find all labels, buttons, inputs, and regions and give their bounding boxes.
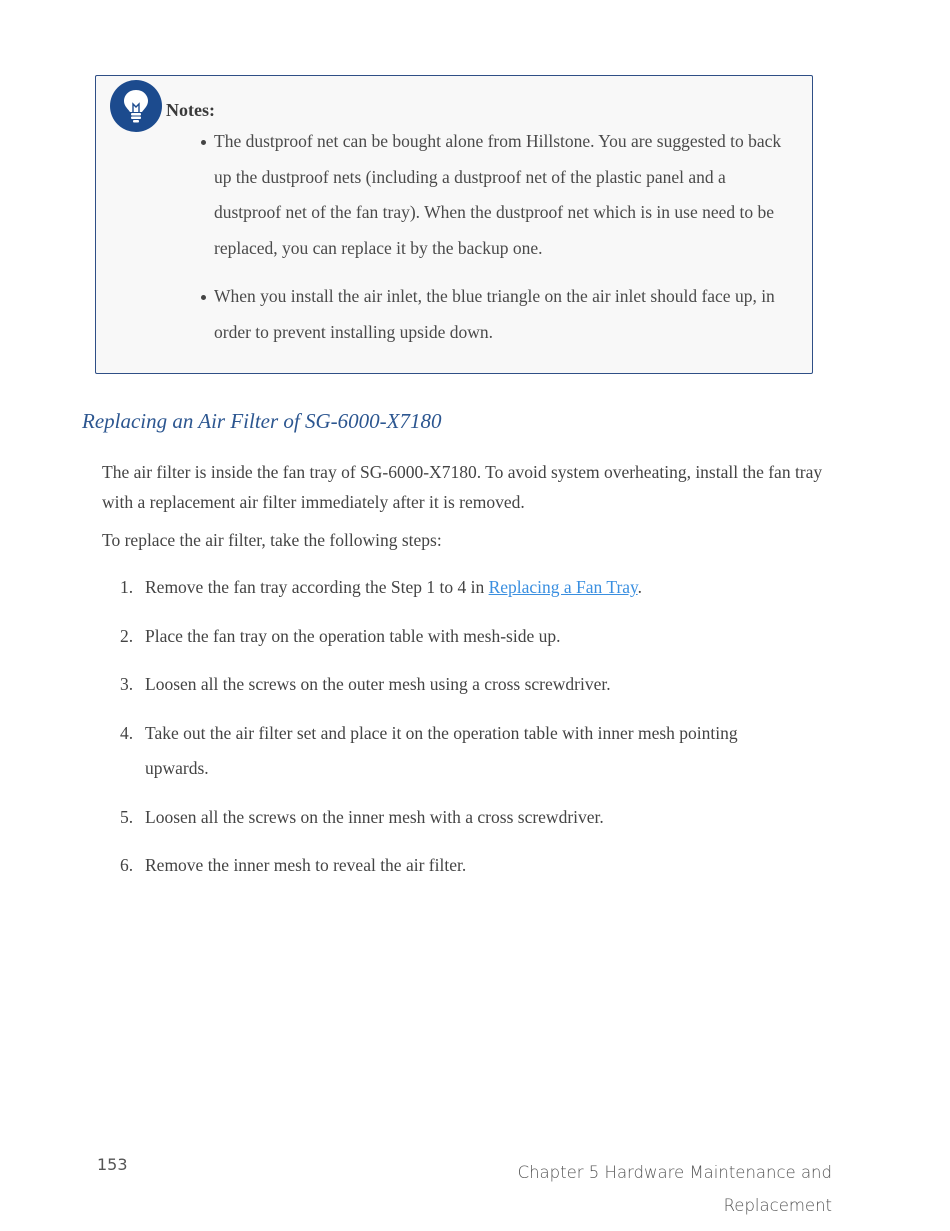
step-number: 6. bbox=[120, 855, 134, 875]
intro-paragraph: The air filter is inside the fan tray of SG-6000-X7180. To avoid system overheating, install the fan tray with a replacement air filter immediately after it is removed. bbox=[102, 462, 823, 512]
steps-list bbox=[120, 570, 800, 897]
step-text: Loosen all the screws on the outer mesh using a cross screwdriver. bbox=[145, 674, 611, 694]
notes-list bbox=[200, 124, 790, 363]
notes-box bbox=[95, 75, 813, 374]
steps-lead: To replace the air filter, take the following steps: bbox=[102, 530, 442, 550]
step-text: Remove the inner mesh to reveal the air filter. bbox=[145, 855, 467, 875]
step-item bbox=[120, 619, 800, 655]
step-item bbox=[120, 800, 800, 836]
note-item: When you install the air inlet, the blue triangle on the air inlet should face up, in order to prevent installing upside down. bbox=[200, 279, 790, 350]
step-number: 5. bbox=[120, 806, 134, 827]
step-item bbox=[120, 570, 800, 606]
step-item bbox=[120, 716, 800, 787]
step-item bbox=[120, 848, 800, 884]
step-number: 1. bbox=[120, 577, 134, 597]
step-text: Take out the air filter set and place it on the operation table with inner mesh pointing upwards. bbox=[145, 722, 738, 778]
step-text: Place the fan tray on the operation table with mesh-side up. bbox=[145, 625, 561, 646]
page-number: 153 bbox=[97, 1155, 128, 1174]
chapter-footer: Chapter 5 Hardware Maintenance and Replacement bbox=[517, 1163, 832, 1215]
notes-title: Notes: bbox=[166, 100, 215, 120]
section-heading: Replacing an Air Filter of SG-6000-X7180 bbox=[82, 409, 442, 433]
step-item bbox=[120, 667, 800, 703]
step-number: 3. bbox=[120, 674, 134, 694]
replacing-fan-tray-link[interactable]: Replacing a Fan Tray bbox=[488, 577, 638, 597]
step-text: Remove the fan tray according the Step 1 to 4 in bbox=[145, 577, 489, 597]
step-number: 2. bbox=[120, 625, 134, 646]
lightbulb-icon bbox=[110, 80, 162, 132]
step-text-end: . bbox=[637, 577, 643, 597]
note-item: The dustproof net can be bought alone from Hillstone. You are suggested to back up the dustproof nets (including a dustproof net of the plastic panel and a dustproof net of the fan tray). When the dustproof net which is in use need to be replaced, you can replace it by the backup one. bbox=[200, 124, 790, 266]
step-number: 4. bbox=[120, 722, 134, 743]
step-text: Loosen all the screws on the inner mesh with a cross screwdriver. bbox=[145, 806, 604, 827]
